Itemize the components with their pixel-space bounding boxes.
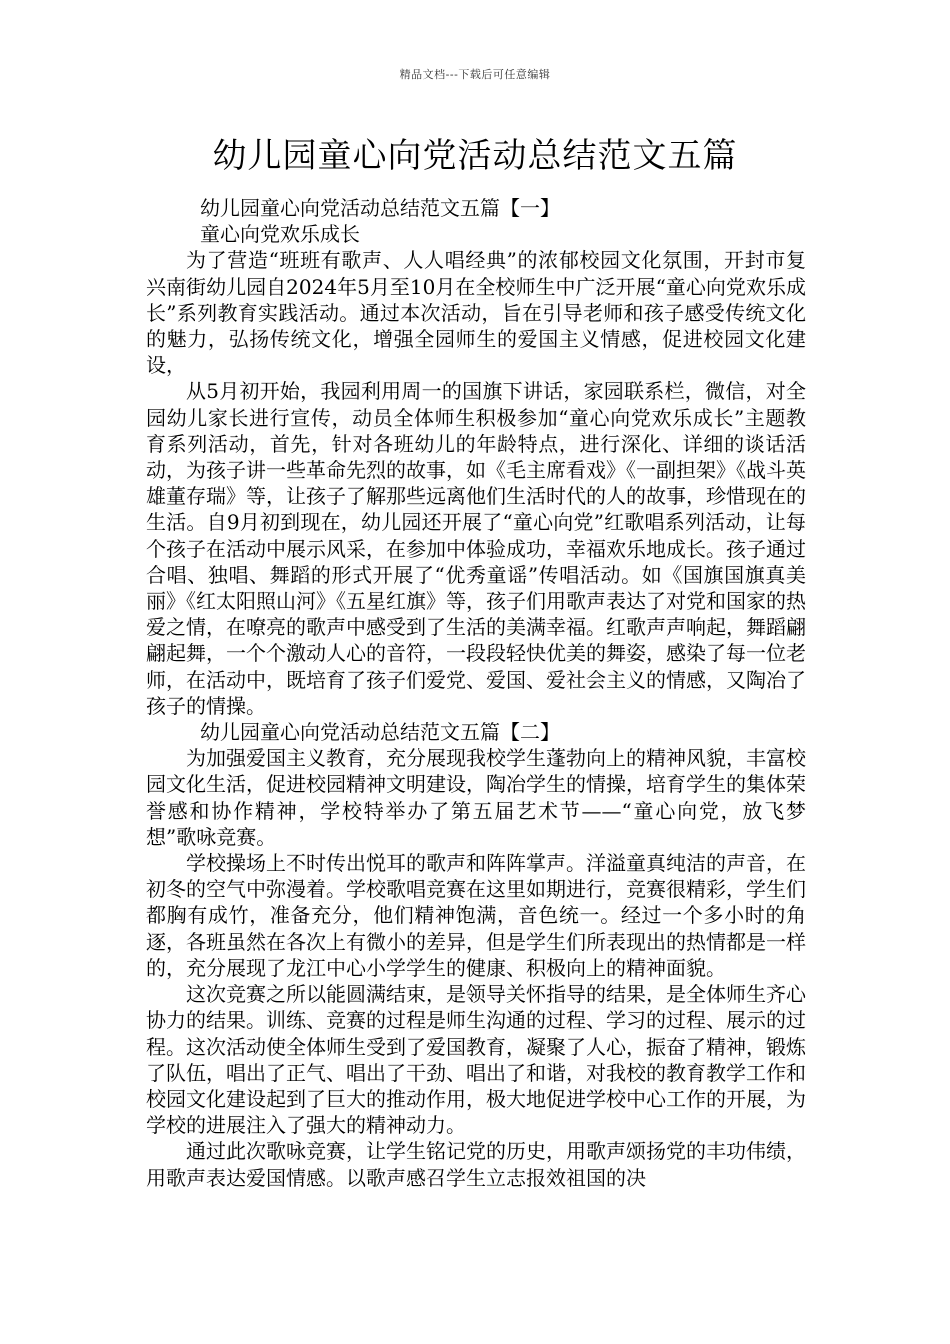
document-body <box>146 195 806 1191</box>
section-heading-1: 幼儿园童心向党活动总结范文五篇【一】 <box>200 196 560 220</box>
paragraph-3: 为加强爱国主义教育，充分展现我校学生蓬勃向上的精神风貌，丰富校园文化生活，促进校园精神文明建设，陶冶学生的情操，培育学生的集体荣誉感和协作精神，学校特举办了第五届艺术节——“童心向党，放飞梦想”歌咏竞赛。 <box>146 746 806 849</box>
document-title: 幼儿园童心向党活动总结范文五篇 <box>212 136 738 176</box>
section-heading-2: 幼儿园童心向党活动总结范文五篇【二】 <box>200 720 560 745</box>
paragraph-6: 通过此次歌咏竞赛，让学生铭记党的历史，用歌声颂扬党的丰功伟绩，用歌声表达爱国情感。以歌声感召学生立志报效祖国的决 <box>146 1139 806 1190</box>
header-note: 精品文档---下载后可任意编辑 <box>399 68 551 81</box>
subheading-1: 童心向党欢乐成长 <box>200 222 360 247</box>
paragraph-4: 学校操场上不时传出悦耳的歌声和阵阵掌声。洋溢童真纯洁的声音，在初冬的空气中弥漫着。学校歌唱竞赛在这里如期进行，竞赛很精彩，学生们都胸有成竹，准备充分，他们精神饱满，音色统一。经过一个多小时的角逐，各班虽然在各次上有微小的差异，但是学生们所表现出的热情都是一样的，充分展现了龙江中心小学学生的健康、积极向上的精神面貌。 <box>146 851 806 980</box>
paragraph-1: 为了营造“班班有歌声、人人唱经典”的浓郁校园文化氛围，开封市复兴南街幼儿园自2024年5月至10月在全校师生中广泛开展“童心向党欢乐成长”系列教育实践活动。通过本次活动，旨在引导老师和孩子感受传统文化的魅力，弘扬传统文化，增强全园师生的爱国主义情感，促进校园文化建设， <box>146 248 806 378</box>
paragraph-5: 这次竞赛之所以能圆满结束，是领导关怀指导的结果，是全体师生齐心协力的结果。训练、竞赛的过程是师生沟通的过程、学习的过程、展示的过程。这次活动使全体师生受到了爱国教育，凝聚了人心，振奋了精神，锻炼了队伍，唱出了正气、唱出了干劲、唱出了和谐，对我校的教育教学工作和校园文化建设起到了巨大的推动作用，极大地促进学校中心工作的开展，为学校的进展注入了强大的精神动力。 <box>146 982 806 1138</box>
paragraph-2: 从5月初开始，我园利用周一的国旗下讲话，家园联系栏，微信，对全园幼儿家长进行宣传，动员全体师生积极参加“童心向党欢乐成长”主题教育系列活动，首先，针对各班幼儿的年龄特点，进行深化、详细的谈话活动，为孩子讲一些革命先烈的故事，如《毛主席看戏》《一副担架》《战斗英雄董存瑞》等，让孩子了解那些远离他们生活时代的人的故事，珍惜现在的生活。自9月初到现在，幼儿园还开展了“童心向党”红歌唱系列活动，让每个孩子在活动中展示风采，在参加中体验成功，幸福欢乐地成长。孩子通过合唱、独唱、舞蹈的形式开展了“优秀童谣”传唱活动。如《国旗国旗真美丽》《红太阳照山河》《五星红旗》等，孩子们用歌声表达了对党和国家的热爱之情，在嘹亮的歌声中感受到了生活的美满幸福。红歌声声响起，舞蹈翩翩起舞，一个个激动人心的音符，一段段轻快优美的舞姿，感染了每一位老师，在活动中，既培育了孩子们爱党、爱国、爱社会主义的情感，又陶冶了孩子的情操。 <box>146 379 806 718</box>
